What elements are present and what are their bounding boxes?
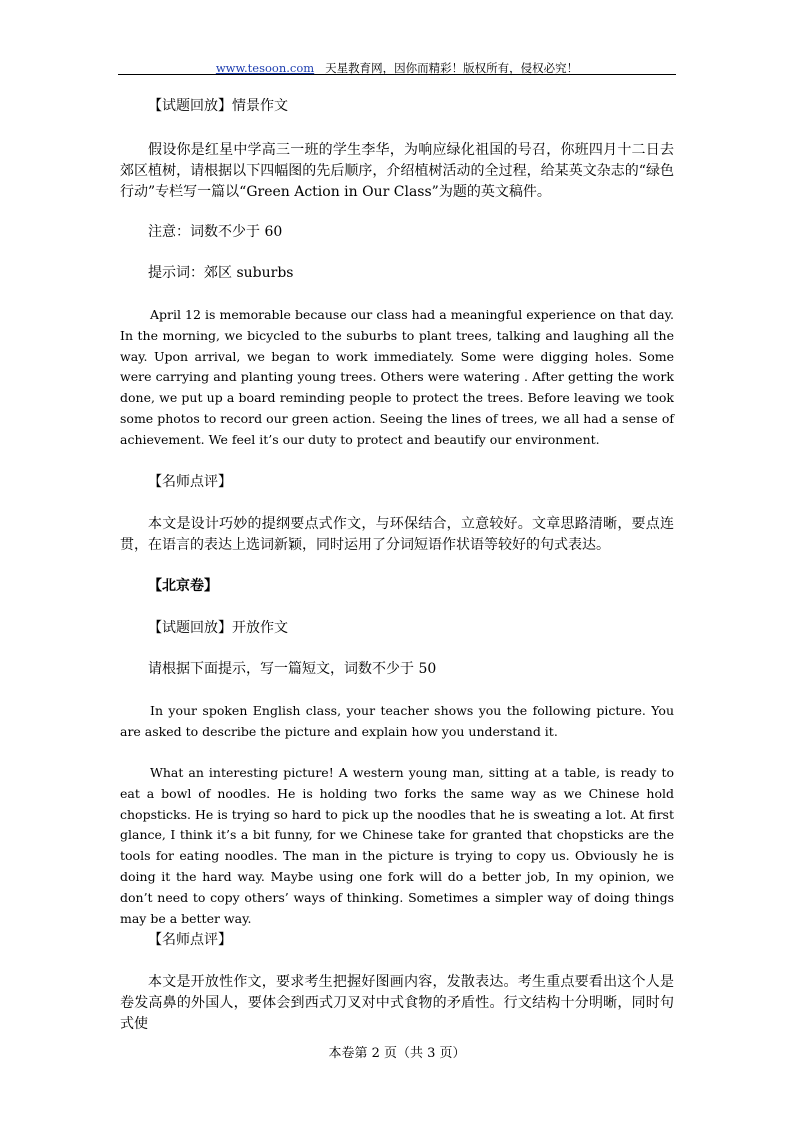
section2-task: In your spoken English class, your teacher shows you the following picture. You are asked to describe the picture and explain how you understand it.: [120, 703, 674, 739]
section1-essay: April 12 is memorable because our class had a meaningful experience on that day. In the morning, we bicycled to the suburbs to plant trees, talking and laughing all the way. Upon arrival, we began to work immediately. Some were digging holes. Some were carrying and planting young trees. Others were watering . After getting the work done, we put up a board reminding people to protect the trees. Before leaving we took some photos to record our green action. Seeing the lines of trees, we all had a sense of achievement. We feel it’s our duty to protect and beautify our environment.: [120, 307, 674, 447]
section2-essay: What an interesting picture! A western young man, sitting at a table, is ready to eat a bowl of noodles. He is holding two forks the same way as we Chinese hold chopsticks. He is trying so hard to pick up the noodles that he is sweating a lot. At first glance, I think it’s a bit funny, for we Chinese take for granted that chopsticks are the tools for eating noodles. The man in the picture is trying to copy us. Obviously he is doing it the hard way. Maybe using one fork will do a better job, In my opinion, we don’t need to copy others’ ways of thinking. Sometimes a simpler way of doing things may be a better way.: [120, 765, 674, 926]
section1-prompt: 假设你是红星中学高三一班的学生李华，为响应绿化祖国的号召，你班四月十二日去郊区植树，请根据以下四幅图的先后顺序，介绍植树活动的全过程，给某英文杂志的“绿色行动”专栏写一篇以“Green Action in Our Class”为题的英文稿件。: [120, 142, 674, 200]
section2-prompt: 请根据下面提示，写一篇短文，词数不少于 50: [148, 661, 437, 677]
section1-comment-heading: 【名师点评】: [148, 474, 232, 490]
section2-heading: 【试题回放】开放作文: [148, 620, 288, 636]
header-slogan: 天星教育网，因你而精彩！版权所有，侵权必究！: [325, 61, 579, 75]
section1-comment: 本文是设计巧妙的提纲要点式作文，与环保结合，立意较好。文章思路清晰，要点连贯，在语言的表达上选词新颖，同时运用了分词短语作状语等较好的句式表达。: [120, 516, 674, 553]
section2-comment: 本文是开放性作文，要求考生把握好图画内容，发散表达。考生重点要看出这个人是卷发高鼻的外国人，要体会到西式刀叉对中式食物的矛盾性。行文结构十分明晰，同时句式使: [120, 974, 674, 1032]
section2-volume-heading: 【北京卷】: [148, 578, 218, 594]
header-divider: [118, 74, 676, 75]
page-footer: 本卷第 2 页（共 3 页）: [328, 1046, 466, 1061]
section1-note: 注意：词数不少于 60: [148, 224, 283, 240]
section2-comment-heading: 【名师点评】: [148, 932, 232, 948]
section1-heading: 【试题回放】情景作文: [148, 98, 288, 114]
section1-hint: 提示词：郊区 suburbs: [148, 265, 294, 281]
site-link[interactable]: www.tesoon.com: [215, 61, 315, 75]
